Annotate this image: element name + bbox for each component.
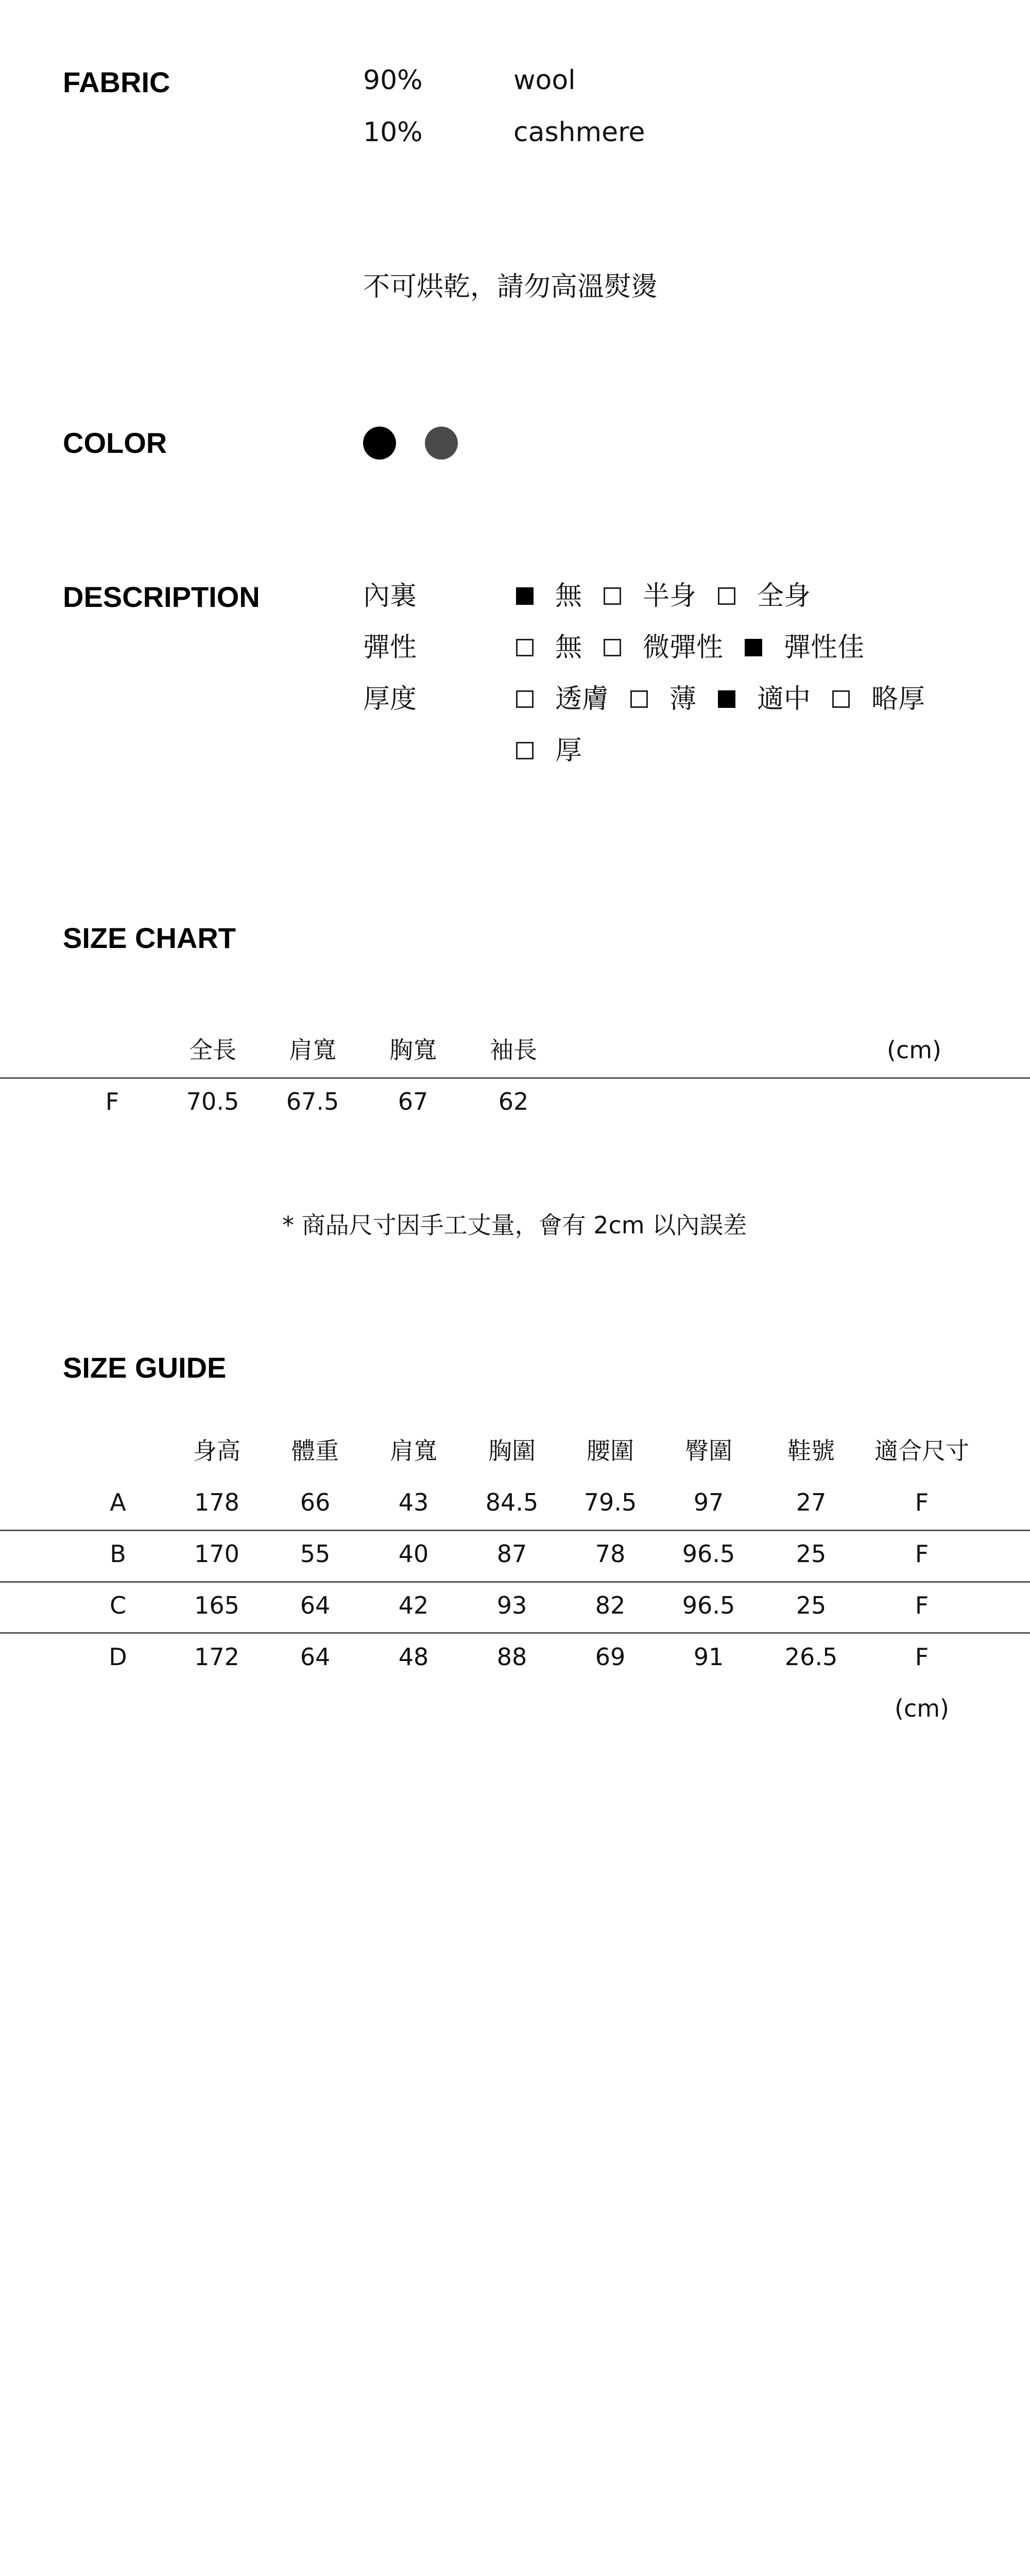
fabric-pct-1: 90%	[363, 65, 423, 96]
size-chart-value: 67	[398, 1088, 428, 1115]
size-guide-header: 肩寬	[390, 1437, 437, 1465]
size-guide-value: 97	[693, 1488, 724, 1516]
option-thickness-slightly-thick	[832, 684, 925, 715]
fabric-material-2: cashmere	[513, 117, 645, 148]
size-chart-unit: (cm)	[887, 1036, 941, 1064]
divider	[0, 1530, 1030, 1531]
option-label: 彈性佳	[784, 632, 865, 663]
size-guide-heading: SIZE GUIDE	[63, 1351, 227, 1384]
divider	[0, 1581, 1030, 1583]
size-chart-header: 肩寬	[289, 1036, 336, 1064]
checkbox-filled-icon	[718, 690, 735, 708]
description-label-stretch: 彈性	[363, 632, 417, 663]
option-thickness-medium	[718, 684, 811, 715]
size-chart-value: 62	[498, 1088, 529, 1115]
size-guide-value: 84.5	[485, 1488, 539, 1516]
divider	[0, 1632, 1030, 1634]
size-guide-value: 25	[796, 1591, 827, 1619]
checkbox-empty-icon	[516, 742, 534, 759]
size-chart-value: 67.5	[286, 1088, 339, 1115]
option-stretch-none	[516, 632, 582, 663]
size-guide-value: 78	[595, 1540, 626, 1568]
size-guide-value: F	[915, 1488, 929, 1516]
checkbox-filled-icon	[745, 639, 762, 656]
size-guide-model-label: B	[110, 1540, 126, 1568]
size-guide-header: 適合尺寸	[874, 1437, 969, 1465]
size-chart-size-label: F	[105, 1088, 119, 1115]
size-guide-value: 43	[398, 1488, 429, 1516]
size-guide-value: F	[915, 1643, 929, 1671]
size-guide-value: 96.5	[682, 1540, 735, 1568]
size-chart-header: 袖長	[490, 1036, 537, 1064]
checkbox-empty-icon	[516, 639, 534, 656]
checkbox-filled-icon	[516, 587, 534, 605]
option-label: 透膚	[555, 684, 609, 715]
description-heading: DESCRIPTION	[63, 581, 260, 613]
option-thickness-thick	[516, 735, 582, 766]
size-guide-value: 48	[398, 1643, 429, 1671]
option-label: 全身	[757, 581, 811, 612]
fabric-heading: FABRIC	[63, 66, 170, 98]
size-chart-value: 70.5	[186, 1088, 239, 1115]
size-guide-value: 88	[496, 1643, 527, 1671]
color-heading: COLOR	[63, 427, 167, 459]
option-label: 厚	[555, 735, 582, 766]
size-guide-value: 178	[194, 1488, 239, 1516]
size-guide-value: 69	[595, 1643, 626, 1671]
option-label: 適中	[757, 684, 811, 715]
size-chart-header: 胸寬	[389, 1036, 437, 1064]
size-guide-value: 27	[796, 1488, 827, 1516]
size-guide-value: 87	[496, 1540, 527, 1568]
care-note: 不可烘乾，請勿高溫熨燙	[363, 272, 658, 302]
size-guide-model-label: D	[109, 1643, 127, 1671]
description-options-thickness-2	[516, 735, 604, 766]
checkbox-empty-icon	[832, 690, 850, 708]
size-guide-header: 臀圍	[685, 1437, 732, 1465]
option-thickness-sheer	[516, 684, 609, 715]
checkbox-empty-icon	[630, 690, 648, 708]
option-lining-none	[516, 581, 582, 612]
fabric-material-1: wool	[513, 65, 576, 96]
fabric-pct-2: 10%	[363, 117, 423, 148]
size-guide-value: 64	[300, 1591, 331, 1619]
checkbox-empty-icon	[604, 639, 621, 656]
size-guide-value: 165	[194, 1591, 239, 1619]
size-guide-value: 91	[693, 1643, 724, 1671]
size-guide-value: F	[915, 1591, 929, 1619]
size-guide-header: 鞋號	[787, 1437, 835, 1465]
size-guide-value: 40	[398, 1540, 429, 1568]
size-guide-value: 172	[194, 1643, 239, 1671]
color-swatch-black	[363, 427, 396, 460]
size-chart-note: * 商品尺寸因手工丈量，會有 2cm 以內誤差	[282, 1211, 747, 1239]
size-guide-value: 93	[496, 1591, 527, 1619]
checkbox-empty-icon	[604, 587, 621, 605]
size-guide-model-label: A	[110, 1488, 126, 1516]
divider	[0, 1077, 1030, 1079]
description-options-lining	[516, 581, 832, 612]
size-guide-value: 82	[595, 1591, 626, 1619]
size-guide-value: 96.5	[682, 1591, 735, 1619]
size-guide-header: 身高	[193, 1437, 241, 1465]
option-label: 薄	[670, 684, 697, 715]
description-label-lining: 內裏	[363, 581, 417, 612]
checkbox-empty-icon	[516, 690, 534, 708]
size-guide-model-label: C	[109, 1591, 127, 1619]
size-guide-value: 66	[300, 1488, 331, 1516]
option-label: 略厚	[871, 684, 925, 715]
color-swatch-charcoal	[425, 427, 458, 460]
size-guide-header: 胸圍	[488, 1437, 536, 1465]
size-guide-header: 腰圍	[587, 1437, 634, 1465]
size-guide-value: F	[915, 1540, 929, 1568]
size-guide-value: 170	[194, 1540, 239, 1568]
option-thickness-thin	[630, 684, 696, 715]
description-options-thickness	[516, 684, 947, 715]
option-lining-full	[718, 581, 811, 612]
option-label: 無	[555, 581, 582, 612]
option-label: 半身	[643, 581, 697, 612]
option-label: 微彈性	[643, 632, 724, 663]
description-label-thickness: 厚度	[363, 684, 417, 715]
option-stretch-slight	[604, 632, 723, 663]
checkbox-empty-icon	[718, 587, 735, 605]
option-lining-half	[604, 581, 696, 612]
size-guide-value: 25	[796, 1540, 827, 1568]
size-chart-heading: SIZE CHART	[63, 922, 236, 954]
size-guide-value: 64	[300, 1643, 331, 1671]
size-guide-value: 42	[398, 1591, 429, 1619]
size-guide-value: 26.5	[784, 1643, 838, 1671]
option-label: 無	[555, 632, 582, 663]
size-guide-unit: (cm)	[895, 1694, 949, 1722]
size-guide-value: 55	[300, 1540, 331, 1568]
size-guide-header: 體重	[291, 1437, 339, 1465]
description-options-stretch	[516, 632, 886, 663]
size-chart-header: 全長	[189, 1036, 236, 1064]
option-stretch-good	[745, 632, 864, 663]
size-guide-value: 79.5	[583, 1488, 637, 1516]
